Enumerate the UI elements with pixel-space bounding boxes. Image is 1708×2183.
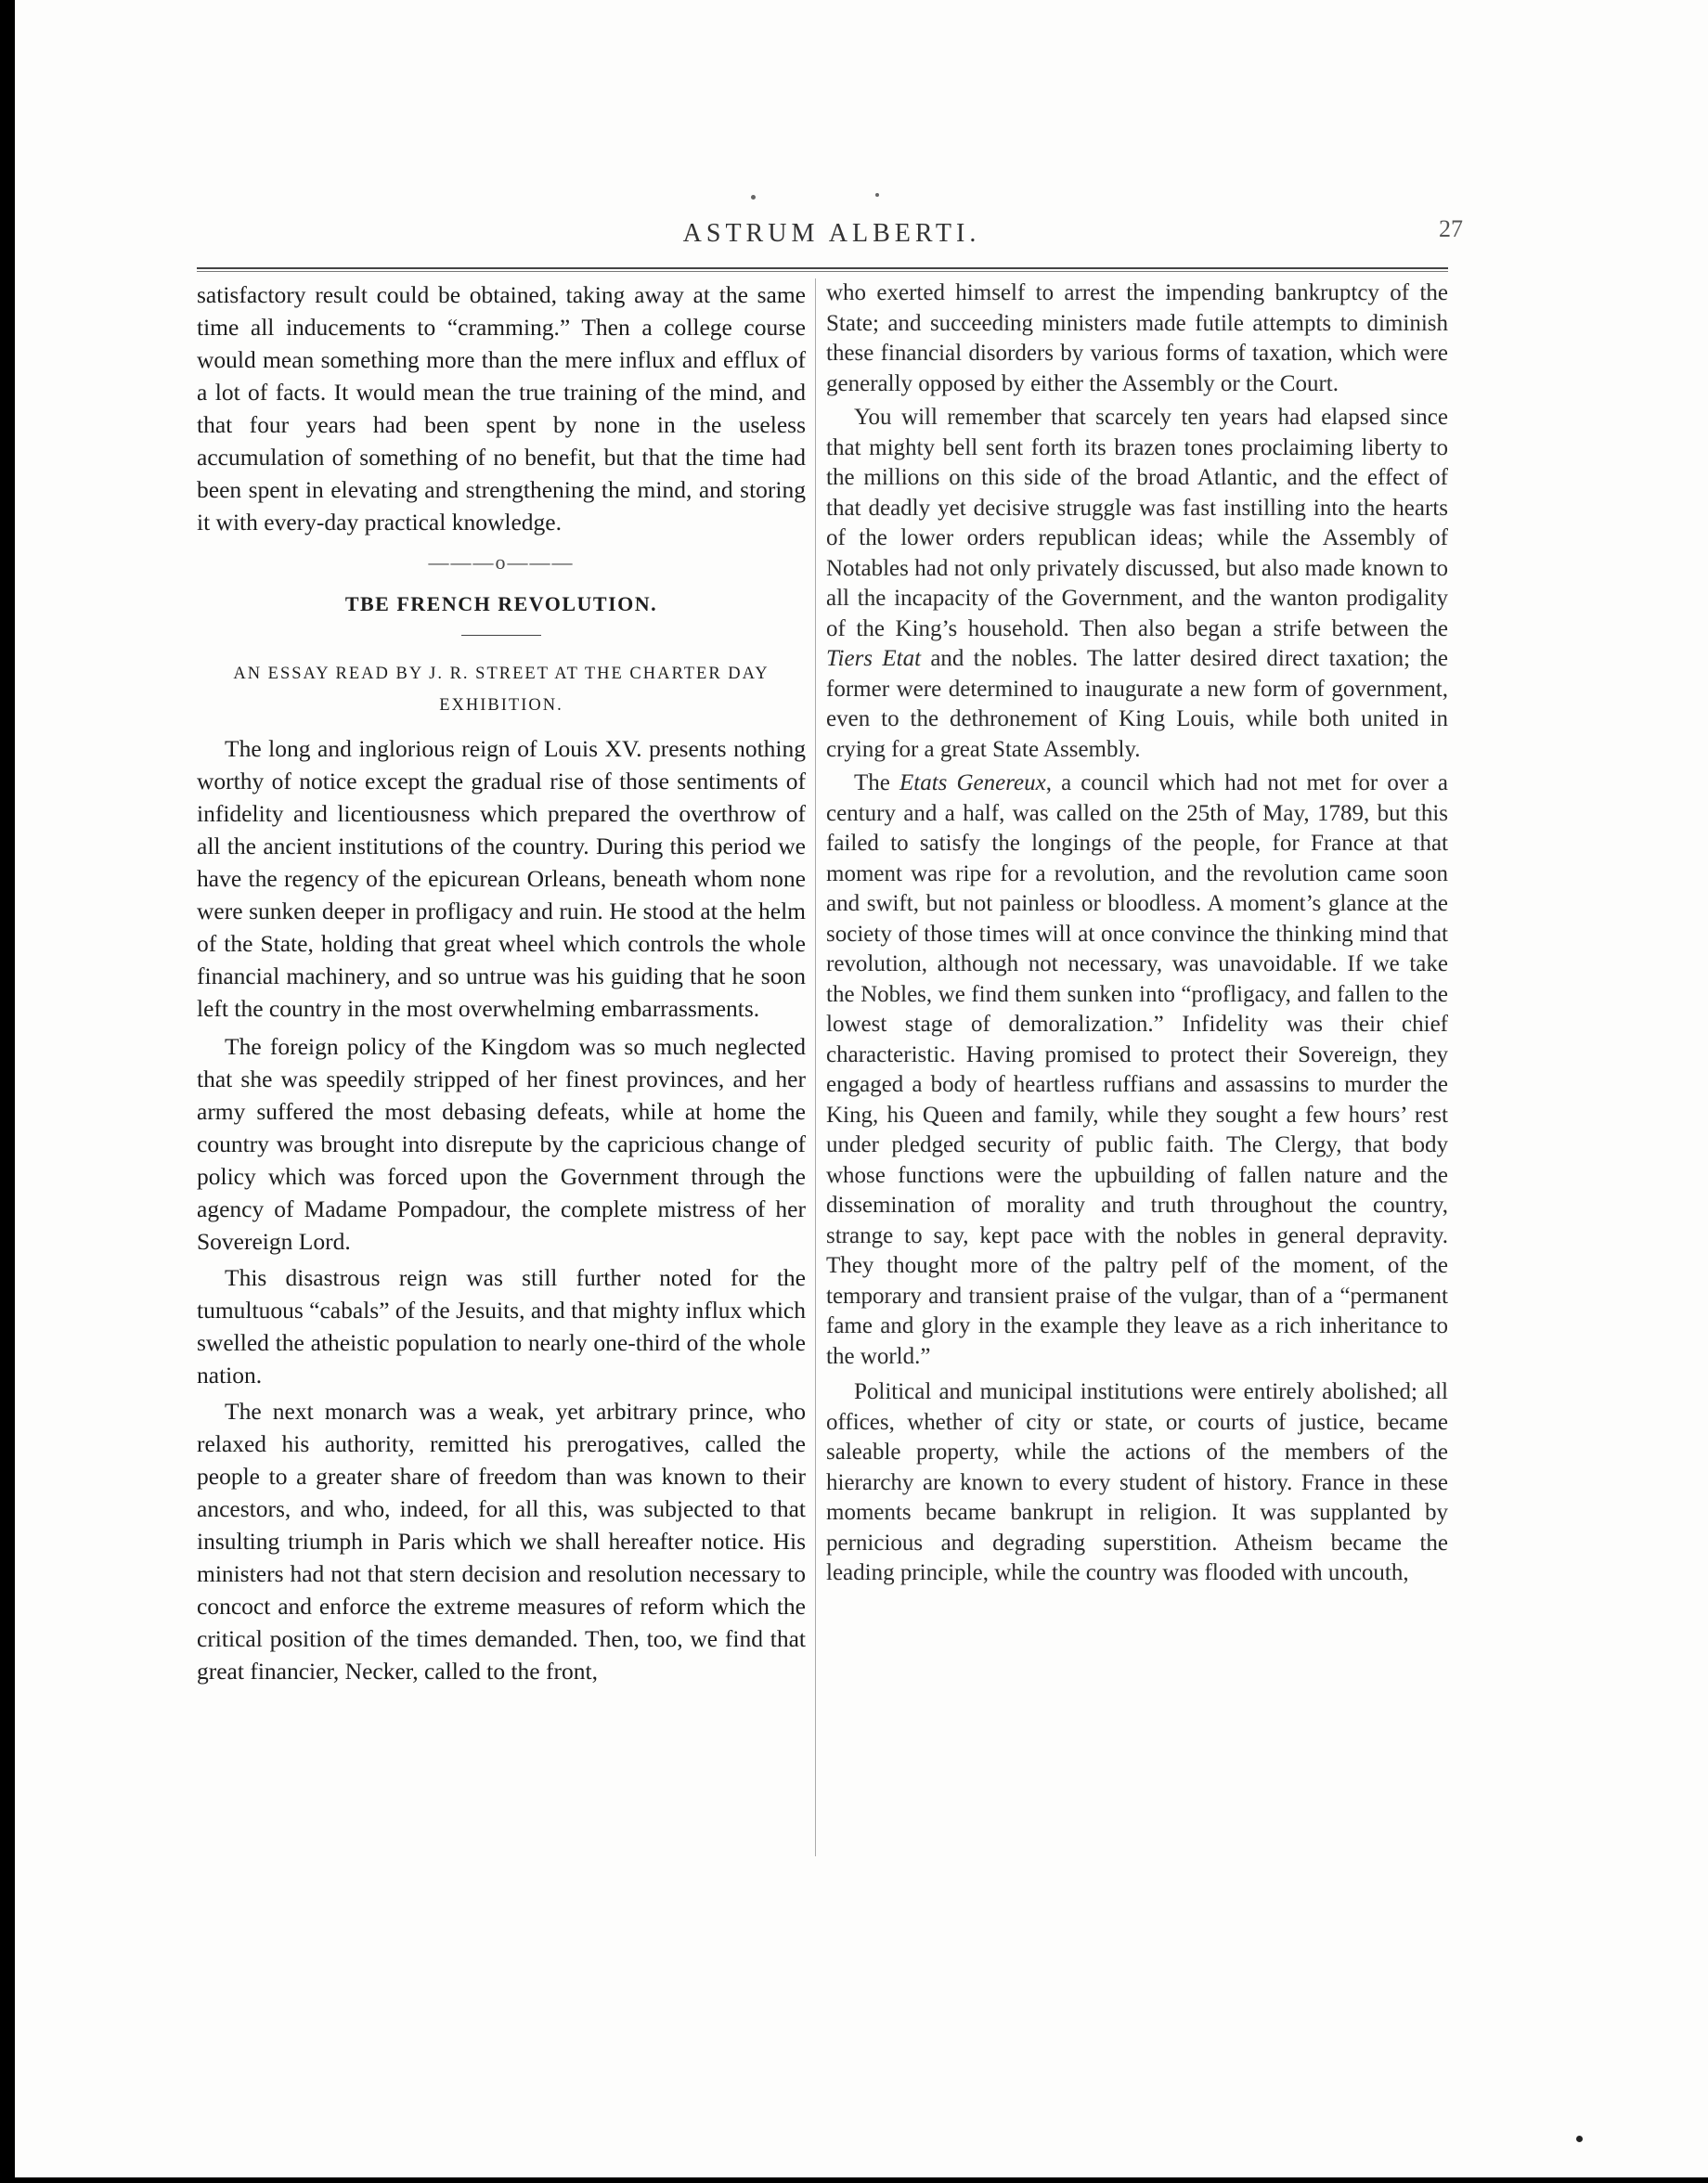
title-rule xyxy=(461,635,541,636)
left-column xyxy=(197,278,806,1687)
running-header xyxy=(201,215,1463,256)
paragraph xyxy=(826,769,1448,1372)
italic-term: Etats Genereux xyxy=(899,770,1046,795)
paragraph: who exerted himself to arrest the impending bankruptcy of the State; and succeeding ministers made futile attempts to diminish these financial disorders by various forms of taxation, which were generally opposed by either the Assembly or the Court. xyxy=(826,280,1448,396)
paragraph xyxy=(826,403,1448,765)
paragraph-text: and the nobles. The latter desired direct taxation; the former were determined to inaugurate a new form of government, even to the dethronement of King Louis, while both united in crying for a great State Assembly. xyxy=(826,646,1448,762)
column-divider xyxy=(815,278,816,1856)
right-column xyxy=(826,278,1448,1589)
paragraph-text: , a council which had not met for over a century and a half, was called on the 25th of May, 1789, but this failed to satisfy the longings of the people, for France at that moment was ripe for a revolution, and the revolution came soon and swift, but not painless or bloodless. A moment’s glance at the society of those times will at once convince the thinking mind that revolution, although not necessary, was unavoidable. If we take the Nobles, we find them sunken into “profligacy, and fallen to the lowest stage of demoralization.” Infidelity was their chief characteristic. Having promised to protect their Sovereign, they engaged a body of heartless ruffians and assassins to murder the King, his Queen and family, while they sought a few hours’ rest under pledged security of public faith. The Clergy, that body whose functions were the upbuilding of fallen nature and the dissemination of morality and truth throughout the country, strange to say, kept pace with the nobles in general depravity. They thought more of the paltry pelf of the moment, of the temporary and transient praise of the vulgar, than of a “permanent fame and glory in the example they leave as a rich inheritance to the world.” xyxy=(826,770,1448,1369)
paragraph: Political and municipal institutions were entirely abolished; all offices, whether of city or state, or courts of justice, became saleable property, while the actions of the members of the hierarchy are known to every student of history. France in these moments became bankrupt in religion. It was supplanted by pernicious and degrading superstition. Atheism became the leading principle, while the country was flooded with uncouth, xyxy=(826,1379,1448,1585)
paragraph: The next monarch was a weak, yet arbitrary prince, who relaxed his authority, remitted his prerogatives, called the people to a greater share of freedom than was known to their ancestors, and who, indeed, for all this, was subjected to that insulting triumph in Paris which we shall hereafter notice. His ministers had not that stern decision and resolution necessary to concoct and enforce the extreme measures of reform which the critical position of the times demanded. Then, too, we find that great financier, Necker, called to the front, xyxy=(197,1398,806,1685)
ink-speck xyxy=(1576,2136,1583,2142)
paragraph: The foreign policy of the Kingdom was so much neglected that she was speedily stripped of her finest provinces, and her army suffered the most debasing defeats, while at home the country was brought into disrepute by the capricious change of policy which was forced upon the Government through the agency of Madame Pompadour, the complete mistress of her Sovereign Lord. xyxy=(197,1033,806,1255)
paragraph: The long and inglorious reign of Louis XV. presents nothing worthy of notice except the gradual rise of those sentiments of infidelity and licentiousness which prepared the overthrow of all the ancient institutions of the country. During this period we have the regency of the epicurean Orleans, beneath whom none were sunken deeper in profligacy and ruin. He stood at the helm of the State, holding that great wheel which controls the whole financial machinery, and so untrue was his guiding that he soon left the country in the most overwhelming embarrassments. xyxy=(197,735,806,1022)
byline: AN ESSAY READ BY J. R. STREET AT THE CHARTER DAY EXHIBITION. xyxy=(233,665,770,715)
paragraph: satisfactory result could be obtained, taking away at the same time all inducements to “cramming.” Then a college course would mean something more than the mere influx and efflux of a lot of facts. It would mean the true training of the mind, and that four years had been spent by none in the useless accumulation of something of no benefit, but that the time had been spent in elevating and strengthening the mind, and storing it with every-day practical knowledge. xyxy=(197,281,806,536)
page-number: 27 xyxy=(1439,215,1463,242)
section-separator: ———o——— xyxy=(428,550,575,574)
scanned-page xyxy=(15,0,1708,2177)
italic-term: Tiers Etat xyxy=(826,646,922,671)
ink-speck xyxy=(875,193,879,197)
paragraph-text: The xyxy=(854,770,899,795)
journal-title: ASTRUM ALBERTI. xyxy=(682,219,981,248)
paragraph-text: You will remember that scarcely ten years had elapsed since that mighty bell sent forth its brazen tones proclaiming liberty to the millions on this side of the broad Atlantic, and the effect of that deadly yet decisive struggle was fast instilling into the hearts of the lower orders republican ideas; while the Assembly of Notables had not only privately discussed, but also made known to all the incapacity of the Government, and the wanton prodigality of the King’s household. Then also began a strife between the xyxy=(826,405,1448,641)
header-rule xyxy=(197,267,1448,272)
article-title: TBE FRENCH REVOLUTION. xyxy=(344,592,658,615)
paragraph: This disastrous reign was still further noted for the tumultuous “cabals” of the Jesuits, and that mighty influx which swelled the atheistic population to nearly one-third of the whole nation. xyxy=(197,1264,806,1389)
ink-speck xyxy=(751,195,756,200)
